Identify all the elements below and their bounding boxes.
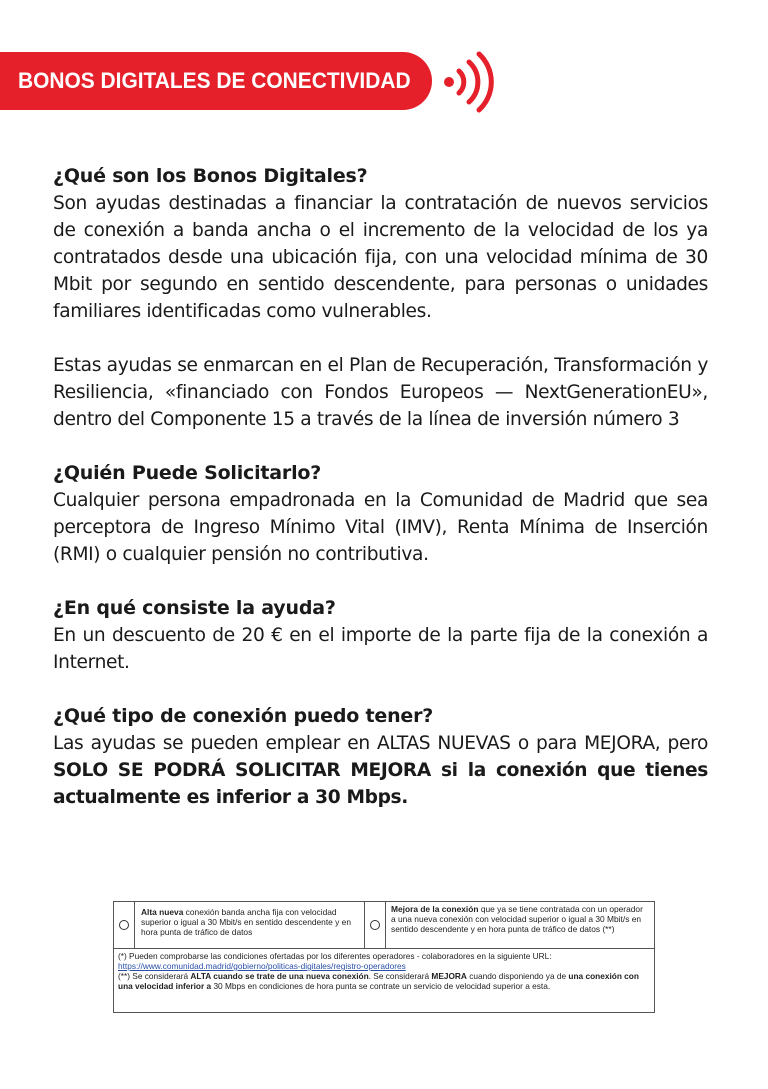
form-notes [114,949,654,993]
wifi-signal-icon [440,51,496,113]
application-form-excerpt [113,901,655,1013]
note-bold: una conexión con una velocidad inferior a [118,971,639,991]
section-paragraph: Estas ayudas se enmarcan en el Plan de Recuperación, Transformación y Resiliencia, «financiado con Fondos Europeos — NextGenerationEU», dentro del Componente 15 a través de la línea de inversión número 3 [53,355,708,430]
section-tipo-conexion [53,703,708,811]
option-text: conexión banda ancha fija con velocidad superior o igual a 30 Mbit/s en sentido descendente y en hora punta de tráfico de datos [141,907,351,937]
option-bold: Mejora de la conexión [391,904,479,914]
main-content [53,163,708,838]
header-title: BONOS DIGITALES DE CONECTIVIDAD [18,68,411,93]
form-options-row [114,902,654,949]
radio-mejora[interactable] [370,920,380,930]
section-heading: ¿Quién Puede Solicitarlo? [53,462,322,484]
section-heading: ¿En qué consiste la ayuda? [53,597,336,619]
option-alta-nueva-label [135,902,365,948]
section-paragraph [53,730,708,811]
note-text: . Se considerará [368,971,432,981]
section-que-son [53,163,708,433]
radio-alta-nueva[interactable] [119,920,129,930]
section-en-que-consiste [53,595,708,676]
section-quien-puede [53,460,708,568]
note-text: (**) Se considerará [118,971,191,981]
note-2 [118,971,650,991]
radio-cell [114,902,135,948]
note-bold: MEJORA [431,971,467,981]
section-paragraph: Cualquier persona empadronada en la Comunidad de Madrid que sea perceptora de Ingreso Mínimo Vital (IMV), Renta Mínima de Inserción (RMI) o cualquier pensión no contributiva. [53,490,708,565]
option-mejora-label [386,902,654,948]
bold-text: SOLO SE PODRÁ SOLICITAR MEJORA si la conexión que tienes actualmente es inferior a 30 Mbps. [53,760,708,808]
option-text: que ya se tiene contratada con un operador a una nueva conexión con velocidad superior o igual a 30 Mbit/s en sentido descendente y en hora punta de tráfico de datos (**) [391,904,643,934]
option-bold: Alta nueva [141,907,184,917]
radio-cell [365,902,386,948]
note-bold: ALTA cuando se trate de una nueva conexión [190,971,369,981]
plain-text: Las ayudas se pueden emplear en ALTAS NUEVAS o para MEJORA, pero [53,733,708,754]
section-paragraph: Son ayudas destinadas a financiar la contratación de nuevos servicios de conexión a banda ancha o el incremento de la velocidad de los ya contratados desde una ubicación fija, con una velocidad mínima de 30 Mbit por segundo en sentido descendente, para personas o unidades familiares identificadas como vulnerables. [53,193,708,322]
section-paragraph: En un descuento de 20 € en el importe de la parte fija de la conexión a Internet. [53,625,708,673]
note-text: cuando disponiendo ya de [466,971,569,981]
operators-link[interactable]: https://www.comunidad.madrid/gobierno/politicas-digitales/registro-operadores [118,961,406,971]
note-1: (*) Pueden comprobarse las condiciones ofertadas por los diferentes operadores - colaboradores en la siguiente URL: [118,951,552,961]
section-heading: ¿Qué tipo de conexión puedo tener? [53,705,434,727]
section-heading: ¿Qué son los Bonos Digitales? [53,165,368,187]
note-text: 30 Mbps en condiciones de hora punta se contrate un servicio de velocidad superior a esta. [211,981,551,991]
header-banner [0,52,432,110]
